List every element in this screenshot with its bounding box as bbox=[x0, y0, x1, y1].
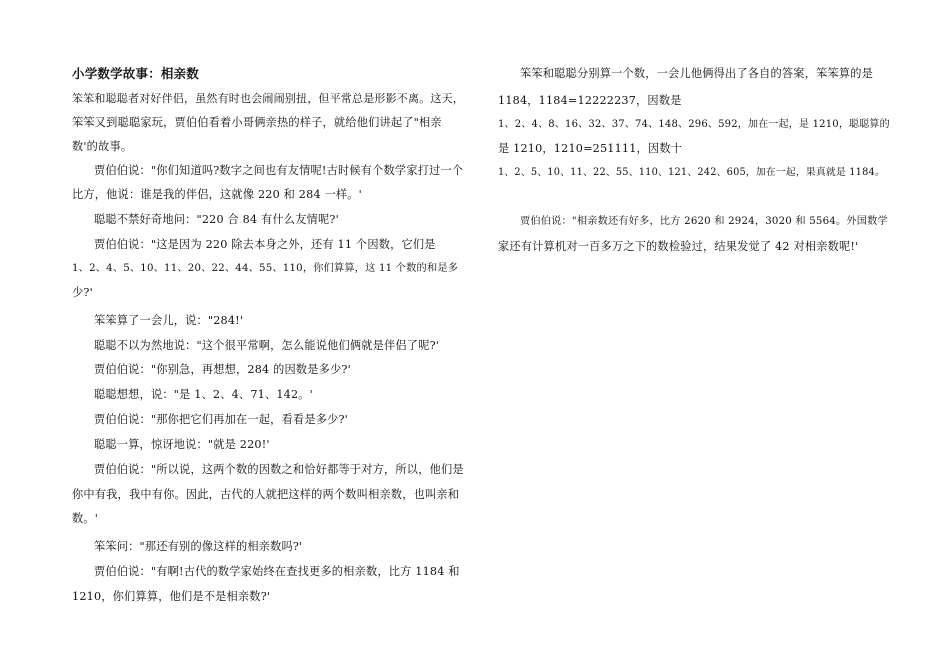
paragraph-line: 数。' bbox=[72, 512, 99, 525]
paragraph-line: 1、2、4、8、16、32、37、74、148、296、592，加在一起，是 1210，聪聪算的 bbox=[498, 119, 890, 130]
paragraph-line: 你中有我，我中有你。因此，古代的人就把这样的两个数叫相亲数，也叫亲和 bbox=[72, 488, 460, 501]
paragraph-line: 是 1210，1210=251111，因数十 bbox=[498, 142, 683, 155]
paragraph-line: 家还有计算机对一百多万之下的数检验过，结果发觉了 42 对相亲数呢!' bbox=[498, 240, 859, 253]
paragraph-line: 数'的故事。 bbox=[72, 140, 133, 153]
paragraph-line: 笨笨和聪聪者对好伴侣，虽然有时也会闹闹别扭，但平常总是形影不离。这天， bbox=[72, 92, 464, 105]
paragraph-line: 聪聪不以为然地说："这个很平常啊，怎么能说他们俩就是伴侣了呢?' bbox=[94, 339, 440, 352]
paragraph-line: 1210，你们算算，他们是不是相亲数?' bbox=[72, 590, 271, 603]
paragraph-line: 贾伯伯说："这是因为 220 除去本身之外，还有 11 个因数，它们是 bbox=[94, 238, 436, 251]
paragraph-line: 聪聪不禁好奇地问："220 合 84 有什么友情呢?' bbox=[94, 213, 339, 226]
paragraph-line: 贾伯伯说："有啊!古代的数学家始终在查找更多的相亲数，比方 1184 和 bbox=[94, 565, 460, 578]
paragraph-line: 笨笨问："那还有别的像这样的相亲数吗?' bbox=[94, 540, 303, 553]
paragraph-line: 比方，他说：谁是我的伴侣，这就像 220 和 284 一样。' bbox=[72, 188, 362, 201]
paragraph-line: 1、2、4、5、10、11、20、22、44、55、110，你们算算，这 11 个数的和是多 bbox=[72, 263, 459, 274]
paragraph-line: 贾伯伯说："那你把它们再加在一起，看看是多少?' bbox=[94, 413, 348, 426]
paragraph-line: 1、2、5、10、11、22、55、110、121、242、605，加在一起，果真就是 1184。 bbox=[498, 167, 885, 178]
paragraph-line: 贾伯伯说："你们知道吗?数字之间也有友情呢!古时候有个数学家打过一个 bbox=[94, 164, 464, 177]
paragraph-line: 笨笨又到聪聪家玩，贾伯伯看着小哥俩亲热的样子，就给他们讲起了"相亲 bbox=[72, 116, 442, 129]
paragraph-line: 笨笨算了一会儿，说："284!' bbox=[94, 314, 244, 327]
paragraph-line: 贾伯伯说："你别急，再想想，284 的因数是多少?' bbox=[94, 363, 351, 376]
paragraph-line: 贾伯伯说："所以说，这两个数的因数之和恰好都等于对方，所以，他们是 bbox=[94, 463, 464, 476]
paragraph-line: 聪聪想想，说："是 1、2、4、71、142。' bbox=[94, 388, 313, 401]
paragraph-line: 贾伯伯说："相亲数还有好多，比方 2620 和 2924，3020 和 5564。外国数学 bbox=[520, 216, 888, 227]
paragraph-line: 聪聪一算，惊讶地说："就是 220!' bbox=[94, 438, 270, 451]
document-title: 小学数学故事：相亲数 bbox=[72, 66, 200, 81]
paragraph-line: 笨笨和聪聪分别算一个数，一会儿他俩得出了各自的答案，笨笨算的是 bbox=[520, 67, 874, 80]
paragraph-line: 少?' bbox=[72, 286, 93, 299]
paragraph-line: 1184，1184=12222237，因数是 bbox=[498, 94, 682, 107]
